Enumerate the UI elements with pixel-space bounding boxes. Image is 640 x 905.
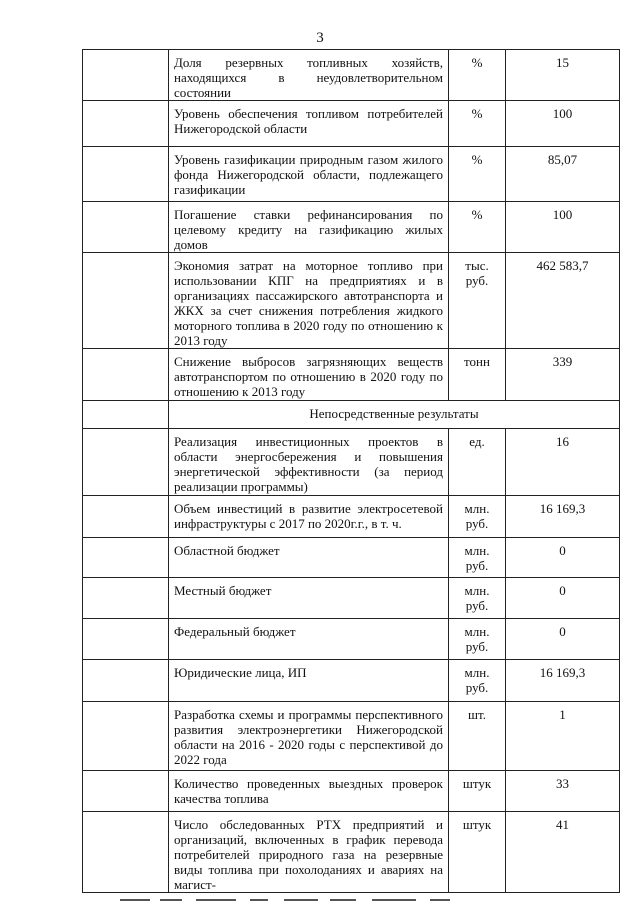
unit-cell: штук: [449, 812, 506, 893]
value-cell: 41: [506, 812, 620, 893]
indicator-name-cell: Количество проведенных выездных проверок качества топлива: [169, 771, 449, 812]
unit-cell: штук: [449, 771, 506, 812]
value-cell: 16: [506, 429, 620, 496]
table-row: [83, 771, 620, 812]
table-row: [83, 619, 620, 660]
indicator-name-cell: Погашение ставки рефинансирования по целевому кредиту на газификацию жилых домов: [169, 202, 449, 253]
left-column-cell: [83, 429, 169, 496]
page-number: 3: [316, 30, 324, 46]
table-row: [83, 812, 620, 893]
table-row: [83, 253, 620, 349]
left-column-cell: [83, 538, 169, 578]
table-row: [83, 578, 620, 619]
unit-cell: тонн: [449, 349, 506, 401]
unit-cell: тыс. руб.: [449, 253, 506, 349]
table-row: [83, 429, 620, 496]
table-row: [83, 538, 620, 578]
value-cell: 0: [506, 538, 620, 578]
value-cell: 100: [506, 202, 620, 253]
value-cell: 462 583,7: [506, 253, 620, 349]
unit-cell: млн. руб.: [449, 496, 506, 538]
indicator-name-cell: Число обследованных РТХ предприятий и организаций, включенных в график перевода потребителей природного газа на резервные виды топлива при похолоданиях и авариях на магист-: [169, 812, 449, 893]
table-row: [83, 147, 620, 202]
section-heading: Непосредственные результаты: [169, 401, 620, 429]
indicator-name-cell: Федеральный бюджет: [169, 619, 449, 660]
table-row: [83, 50, 620, 101]
left-column-cell: [83, 401, 169, 429]
value-cell: 0: [506, 619, 620, 660]
section-heading-row: [83, 401, 620, 429]
left-column-cell: [83, 202, 169, 253]
unit-cell: млн. руб.: [449, 538, 506, 578]
table-row: [83, 496, 620, 538]
unit-cell: %: [449, 202, 506, 253]
indicators-table: [82, 49, 620, 893]
unit-cell: %: [449, 101, 506, 147]
left-column-cell: [83, 349, 169, 401]
indicator-name-cell: Областной бюджет: [169, 538, 449, 578]
indicator-name-cell: Доля резервных топливных хозяйств, находящихся в неудовлетворительном состоянии: [169, 50, 449, 101]
indicator-name-cell: Объем инвестиций в развитие электросетевой инфраструктуры с 2017 по 2020г.г., в т. ч.: [169, 496, 449, 538]
left-column-cell: [83, 660, 169, 702]
left-column-cell: [83, 771, 169, 812]
value-cell: 339: [506, 349, 620, 401]
unit-cell: млн. руб.: [449, 660, 506, 702]
indicator-name-cell: Юридические лица, ИП: [169, 660, 449, 702]
value-cell: 85,07: [506, 147, 620, 202]
value-cell: 33: [506, 771, 620, 812]
indicator-name-cell: Разработка схемы и программы перспективного развития электроэнергетики Нижегородской области на 2016 - 2020 годы с перспективой до 2022 года: [169, 702, 449, 771]
scan-edge-artifact: [0, 896, 640, 905]
table-row: [83, 660, 620, 702]
value-cell: 100: [506, 101, 620, 147]
indicator-name-cell: Снижение выбросов загрязняющих веществ автотранспортом по отношению в 2020 году по отношению к 2013 году: [169, 349, 449, 401]
unit-cell: млн. руб.: [449, 619, 506, 660]
left-column-cell: [83, 578, 169, 619]
unit-cell: ед.: [449, 429, 506, 496]
table-row: [83, 702, 620, 771]
indicator-name-cell: Уровень обеспечения топливом потребителей Нижегородской области: [169, 101, 449, 147]
left-column-cell: [83, 812, 169, 893]
table-row: [83, 202, 620, 253]
value-cell: 16 169,3: [506, 660, 620, 702]
value-cell: 1: [506, 702, 620, 771]
table-row: [83, 349, 620, 401]
left-column-cell: [83, 253, 169, 349]
left-column-cell: [83, 50, 169, 101]
left-column-cell: [83, 496, 169, 538]
unit-cell: %: [449, 147, 506, 202]
unit-cell: шт.: [449, 702, 506, 771]
left-column-cell: [83, 619, 169, 660]
value-cell: 15: [506, 50, 620, 101]
indicator-name-cell: Уровень газификации природным газом жилого фонда Нижегородской области, подлежащего газификации: [169, 147, 449, 202]
indicator-name-cell: Реализация инвестиционных проектов в области энергосбережения и повышения энергетической эффективности (за период реализации программы): [169, 429, 449, 496]
left-column-cell: [83, 101, 169, 147]
value-cell: 16 169,3: [506, 496, 620, 538]
unit-cell: %: [449, 50, 506, 101]
unit-cell: млн. руб.: [449, 578, 506, 619]
left-column-cell: [83, 702, 169, 771]
left-column-cell: [83, 147, 169, 202]
value-cell: 0: [506, 578, 620, 619]
indicator-name-cell: Местный бюджет: [169, 578, 449, 619]
indicator-name-cell: Экономия затрат на моторное топливо при использовании КПГ на предприятиях и в организациях пассажирского автотранспорта и ЖКХ за счет снижения потребления жидкого моторного топлива в 2020 году по отношению к 2013 году: [169, 253, 449, 349]
table-row: [83, 101, 620, 147]
